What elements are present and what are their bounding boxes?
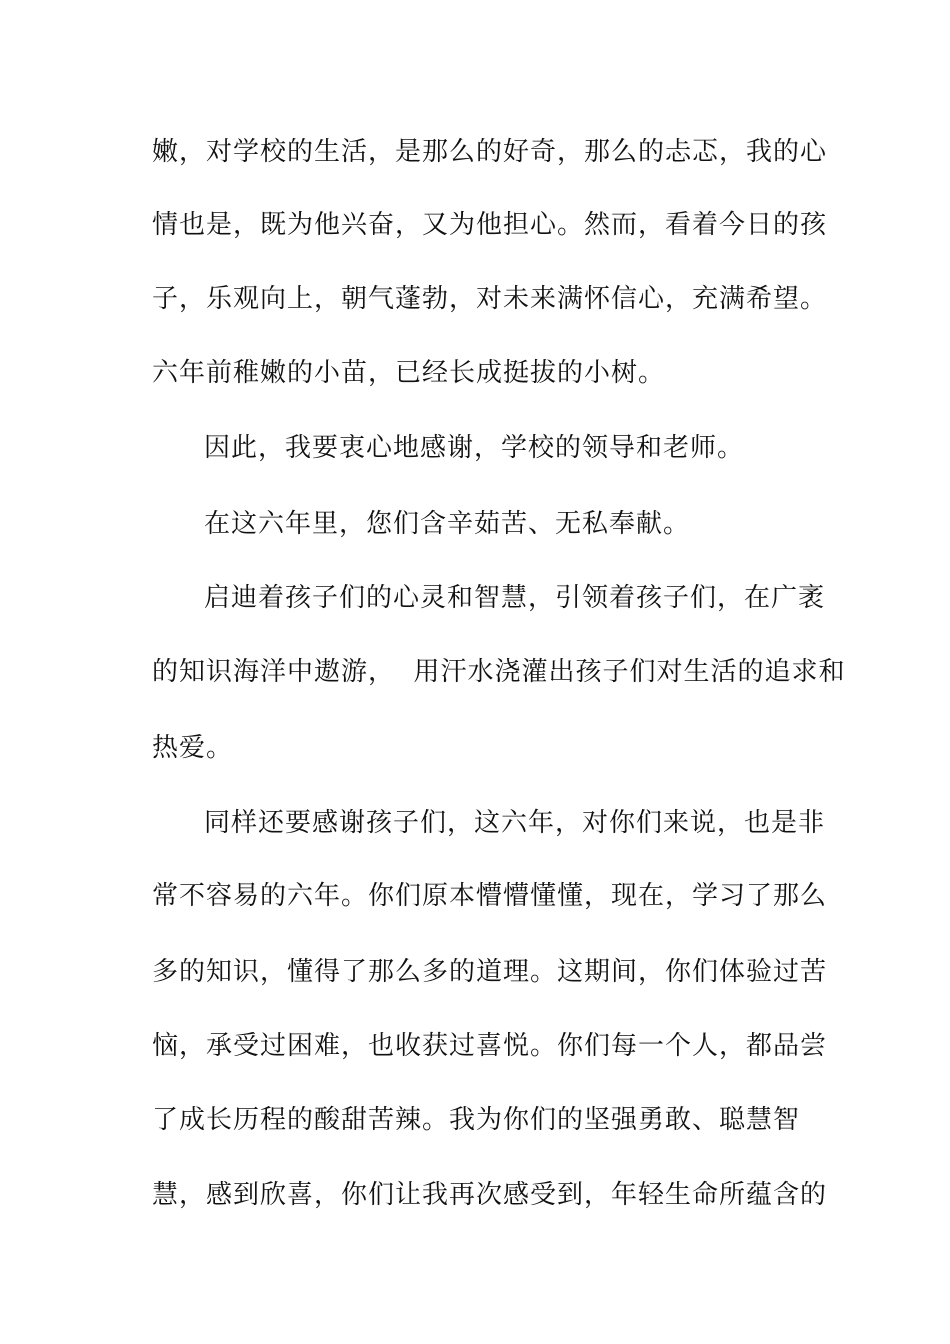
text-line: 多的知识，懂得了那么多的道理。这期间，你们体验过苦 xyxy=(152,957,828,987)
paragraph-first-line: 因此，我要衷心地感谢，学校的领导和老师。 xyxy=(204,433,745,463)
paragraph-first-line: 启迪着孩子们的心灵和智慧，引领着孩子们，在广袤 xyxy=(204,583,826,613)
text-line: 常不容易的六年。你们原本懵懵懂懂，现在，学习了那么 xyxy=(152,881,828,911)
paragraph-first-line: 在这六年里，您们含辛茹苦、无私奉献。 xyxy=(204,509,691,539)
text-line: 的知识海洋中遨游， 用汗水浇灌出孩子们对生活的追求和 xyxy=(152,657,846,687)
text-line: 嫩，对学校的生活，是那么的好奇，那么的忐忑，我的心 xyxy=(152,137,828,167)
text-line: 六年前稚嫩的小苗，已经长成挺拔的小树。 xyxy=(152,358,666,388)
text-line: 恼，承受过困难，也收获过喜悦。你们每一个人，都品尝 xyxy=(152,1031,828,1061)
paragraph-first-line: 同样还要感谢孩子们，这六年，对你们来说，也是非 xyxy=(204,808,826,838)
text-line: 热爱。 xyxy=(152,733,234,763)
text-line: 子，乐观向上，朝气蓬勃，对未来满怀信心，充满希望。 xyxy=(152,284,828,314)
text-line: 慧，感到欣喜，你们让我再次感受到，年轻生命所蕴含的 xyxy=(152,1180,828,1210)
text-line: 了成长历程的酸甜苦辣。我为你们的坚强勇敢、聪慧智 xyxy=(152,1105,801,1135)
text-line: 情也是，既为他兴奋，又为他担心。然而，看着今日的孩 xyxy=(152,210,828,240)
